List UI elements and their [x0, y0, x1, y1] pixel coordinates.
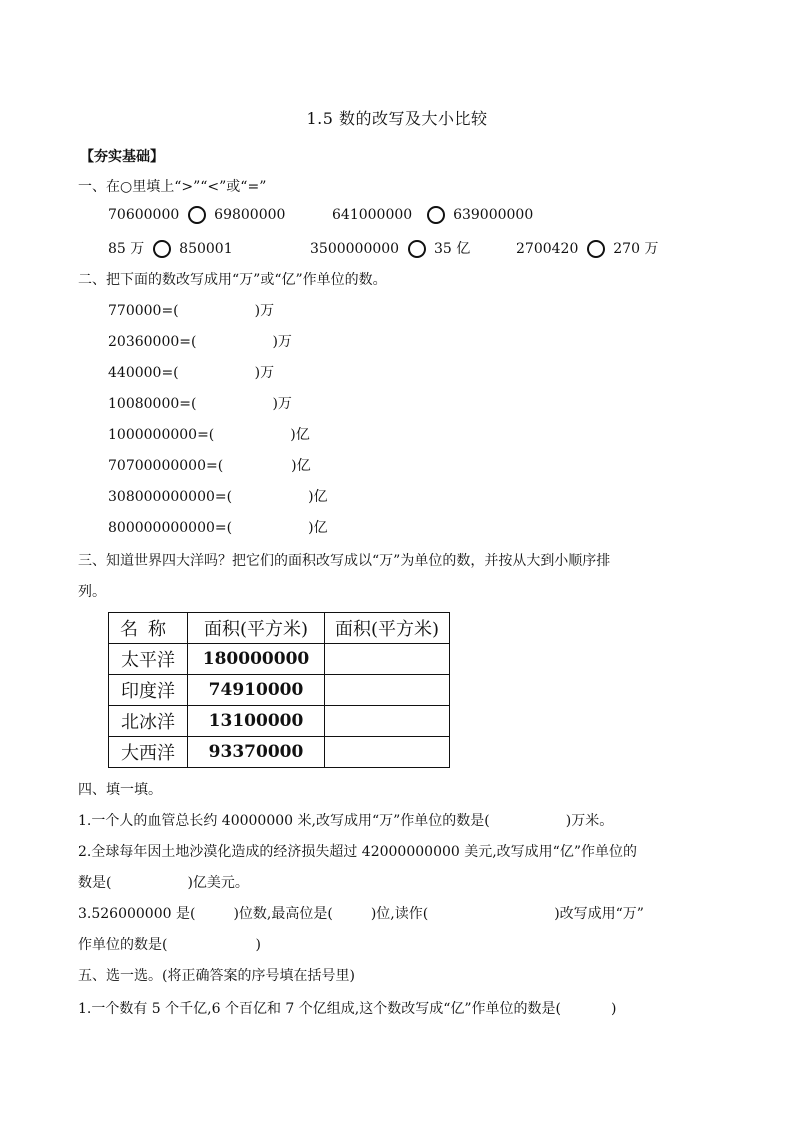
q1-left-value: 641000000: [332, 207, 413, 223]
compare-circle[interactable]: [427, 206, 445, 224]
q4-problem-2-line2: [78, 872, 249, 892]
q2-number: 10080000=(: [108, 396, 197, 412]
q4-problem-text: 数是(: [78, 875, 112, 891]
header-area: 面积(平方米): [188, 613, 325, 644]
q2-unit: )万: [272, 396, 292, 412]
q5-problem-text: ): [611, 1001, 617, 1017]
q2-unit: )万: [254, 365, 275, 381]
q1-compare-1: [108, 206, 285, 224]
q5-problem-1: [78, 998, 616, 1018]
q2-number: 800000000000=(: [108, 520, 233, 536]
q1-compare-3: [108, 238, 233, 258]
q2-unit: )万: [272, 334, 292, 350]
q2-number: 70700000000=(: [108, 458, 224, 474]
q5-problem-text: 1.一个数有 5 个千亿,6 个百亿和 7 个亿组成,这个数改写成“亿”作单位的数是(: [78, 1001, 562, 1017]
compare-circle[interactable]: [153, 240, 171, 258]
q4-problem-text: )改写成用“万”: [554, 906, 644, 922]
q2-unit: )亿: [290, 427, 310, 443]
q1-compare-5: [516, 238, 658, 258]
q2-unit: )亿: [308, 489, 328, 505]
q1-right-value: 270 万: [613, 241, 659, 257]
q1-left-value: 3500000000: [310, 241, 400, 257]
answer-cell[interactable]: [325, 644, 450, 675]
answer-cell[interactable]: [325, 675, 450, 706]
ocean-name: 印度洋: [109, 675, 188, 706]
ocean-area: 180000000: [188, 644, 325, 675]
q4-problem-2-line1: 2.全球每年因土地沙漠化造成的经济损失超过 42000000000 美元,改写成用“亿”作单位的: [78, 844, 638, 860]
section-tag: 【夯实基础】: [80, 149, 164, 165]
q2-item: [108, 517, 328, 537]
ocean-area: 13100000: [188, 706, 325, 737]
ocean-name: 大西洋: [109, 737, 188, 768]
q1-right-value: 69800000: [214, 207, 286, 223]
q4-problem-text: )位数,最高位是(: [233, 906, 333, 922]
q2-item: [108, 393, 292, 413]
q2-unit: )亿: [308, 520, 328, 536]
q2-item: [108, 424, 310, 444]
ocean-area-table: [108, 612, 450, 768]
q2-item: [108, 486, 328, 506]
q4-problem-3-line2: [78, 934, 261, 954]
q3-text-line2: 列。: [78, 584, 106, 600]
q1-heading: 一、在○里填上“>”“<”或“=”: [78, 179, 267, 195]
q1-right-value: 35 亿: [433, 241, 471, 257]
compare-circle[interactable]: [408, 240, 426, 258]
q4-problem-3-line1: [78, 903, 644, 923]
q2-number: 308000000000=(: [108, 489, 233, 505]
q4-problem-text: 作单位的数是(: [78, 937, 168, 953]
q2-item: [108, 455, 311, 475]
ocean-name: 太平洋: [109, 644, 188, 675]
q5-heading: 五、选一选。(将正确答案的序号填在括号里): [78, 968, 355, 984]
q1-left-value: 85 万: [108, 241, 145, 257]
q4-problem-text: ): [255, 937, 261, 953]
ocean-area: 93370000: [188, 737, 325, 768]
compare-circle[interactable]: [587, 240, 605, 258]
q1-left-value: 70600000: [108, 207, 180, 223]
table-header-row: [109, 613, 450, 644]
q1-compare-4: [310, 238, 470, 258]
ocean-name: 北冰洋: [109, 706, 188, 737]
q2-number: 770000=(: [108, 303, 179, 319]
q2-number: 440000=(: [108, 365, 179, 381]
q2-number: 20360000=(: [108, 334, 197, 350]
header-area-converted: 面积(平方米): [325, 613, 450, 644]
q2-item: [108, 331, 292, 351]
header-name: 名称: [109, 613, 188, 644]
q4-problem-text: )万米。: [565, 813, 614, 829]
q1-compare-2: [332, 206, 533, 224]
table-row: [109, 675, 450, 706]
q2-unit: )万: [254, 303, 275, 319]
table-row: [109, 644, 450, 675]
q1-right-value: 850001: [179, 241, 233, 257]
q2-number: 1000000000=(: [108, 427, 215, 443]
q4-problem-text: 3.526000000 是(: [78, 906, 196, 922]
q3-text-line1: 三、知道世界四大洋吗？把它们的面积改写成以“万”为单位的数，并按从大到小顺序排: [78, 553, 611, 569]
ocean-area: 74910000: [188, 675, 325, 706]
answer-cell[interactable]: [325, 737, 450, 768]
page-title: 1.5 数的改写及大小比较: [306, 109, 488, 128]
q2-item: [108, 300, 274, 320]
q2-heading: 二、把下面的数改写成用“万”或“亿”作单位的数。: [78, 272, 387, 288]
q4-problem-text: )亿美元。: [187, 875, 249, 891]
q1-right-value: 639000000: [453, 207, 534, 223]
q4-heading: 四、填一填。: [78, 782, 162, 798]
table-row: [109, 737, 450, 768]
q2-item: [108, 362, 274, 382]
compare-circle[interactable]: [188, 206, 206, 224]
q4-problem-text: )位,读作(: [370, 906, 429, 922]
q2-unit: )亿: [291, 458, 311, 474]
answer-cell[interactable]: [325, 706, 450, 737]
q1-left-value: 2700420: [516, 241, 579, 257]
table-row: [109, 706, 450, 737]
q4-problem-1: [78, 810, 613, 830]
q4-problem-text: 1.一个人的血管总长约 40000000 米,改写成用“万”作单位的数是(: [78, 813, 490, 829]
